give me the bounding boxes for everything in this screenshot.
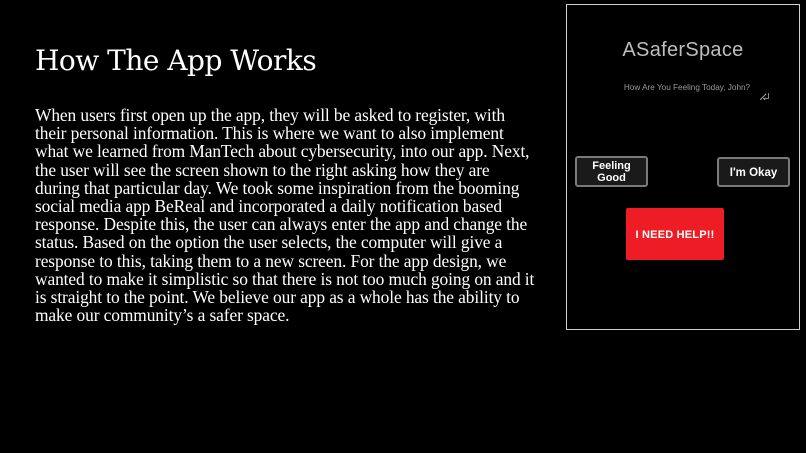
- feeling-prompt-field[interactable]: [607, 81, 767, 101]
- slide-body-text: When users first open up the app, they will be asked to register, with their personal information. This is where we want to also implement what we learned from ManTech about cybersecurity, into our app. Next, the user will see the screen shown to the right asking how they are during that particular day. We took some inspiration from the booming social media app BeReal and incorporated a daily notification based response. Despite this, the user can always enter the app and change the status. Based on the option the user selects, the computer will give a response to this, taking them to a new screen. For the app design, we wanted to make it simplistic so that there is not too much going on and it is straight to the point. We believe our app as a whole has the ability to make our community’s a safer space.: [35, 105, 535, 326]
- feeling-good-button[interactable]: [575, 156, 648, 187]
- resize-grip-icon: [763, 93, 769, 99]
- need-help-button[interactable]: I NEED HELP!!: [626, 208, 724, 260]
- slide-title: How The App Works: [35, 44, 317, 77]
- feeling-good-label-line2: Good: [597, 172, 626, 184]
- app-name-title: ASaferSpace: [622, 39, 744, 61]
- feeling-good-label-line1: Feeling: [592, 160, 631, 172]
- app-screen-mockup: [566, 4, 800, 330]
- im-okay-button[interactable]: I'm Okay: [717, 157, 790, 187]
